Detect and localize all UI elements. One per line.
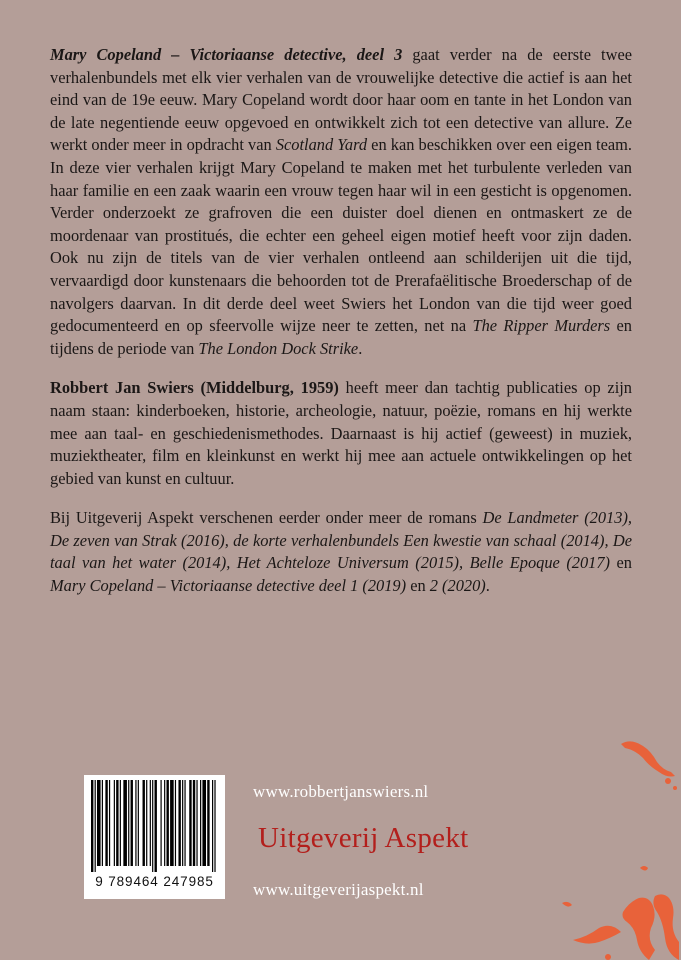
blurb-text: . — [358, 338, 363, 358]
publisher-name: Uitgeverij Aspekt — [258, 822, 469, 854]
blurb-text: gaat verder na de eerste twee verhalenbundels met elk vier verhalen van de vrouwelijke detective die actief is aan het eind van de 19e eeuw. Mary Copeland wordt door haar oom en tante in het London van de late negentiende eeuw opgevoed en ontwikkelt zich tot een detective van allure. Ze werkt onder meer in opdracht van — [50, 45, 633, 155]
barcode-bar — [214, 780, 215, 872]
barcode-bar — [123, 780, 127, 866]
splatter-blob — [573, 926, 621, 944]
works-text: en — [610, 553, 632, 573]
isbn-barcode — [84, 775, 225, 899]
splatter-dot — [605, 954, 611, 960]
splatter-dot — [665, 778, 671, 784]
barcode-bar — [131, 780, 133, 866]
blurb-text: en tijdens de periode van — [50, 316, 632, 358]
barcode-bar — [143, 780, 145, 866]
book-title: Mary Copeland – Victoriaanse detective, deel 3 — [50, 45, 403, 64]
barcode-bar — [155, 780, 157, 872]
barcode-bar — [116, 780, 118, 866]
splatter-blob — [562, 902, 572, 907]
ripper-murders-text: The Ripper Murders — [472, 316, 611, 336]
barcode-bars — [90, 780, 219, 872]
scotland-yard-text: Scotland Yard — [275, 135, 368, 155]
barcode-bar — [200, 780, 201, 866]
barcode-bar — [105, 780, 107, 866]
barcode-bar — [189, 780, 191, 866]
splatter-blob — [621, 741, 675, 776]
barcode-bar — [91, 780, 93, 872]
barcode-bar — [114, 780, 115, 866]
author-bio — [50, 377, 632, 490]
barcode-bar — [138, 780, 139, 866]
barcode-bar — [120, 780, 121, 866]
barcode-bar — [146, 780, 147, 866]
splatter-blob — [653, 894, 679, 960]
barcode-bar — [164, 780, 165, 866]
barcode-bar — [97, 780, 101, 866]
author-name: Robbert Jan Swiers (Middelburg, 1959) — [50, 378, 339, 398]
author-website: www.robbertjanswiers.nl — [253, 782, 429, 801]
blurb-text: en kan beschikken over een eigen team. In deze vier verhalen krijgt Mary Copeland te maken met het turbulente verleden van haar familie en een zaak waarin een vrouw tegen haar wil in een gesticht is opgenomen. Verder onderzoekt ze grafroven die een duister doel dienen en ontmaskert ze de moordenaar van prostitués, die echter een geheel eigen motief heeft voor zijn daden. Ook nu zijn de titels van de vier verhalen ontleend aan schilderijen uit die tijd, vervaardigd door kunstenaars die behoorden tot de Prerafaëlitische Broederschap of de navolgers daarvan. In dit derde deel weet Swiers het London van die tijd weer goed gedocumenteerd en op sfeervolle wijze neer te zetten, net na — [50, 135, 633, 336]
barcode-bar — [128, 780, 129, 866]
works-titles: De Landmeter (2013), De zeven van Strak (2016), de korte verhalenbundels Een kwestie van schaal (2014), De taal van het water (2014), Het Achteloze Universum (2015), Belle Epoque (2017) — [50, 508, 633, 573]
barcode-bar — [152, 780, 153, 872]
barcode-bar — [150, 780, 151, 866]
barcode-bar — [212, 780, 213, 872]
barcode-bar — [202, 780, 206, 866]
barcode-bar — [170, 780, 174, 866]
dock-strike-text: The London Dock Strike — [198, 338, 359, 358]
works-deel-2: 2 (2020) — [429, 576, 486, 596]
works-text: Bij Uitgeverij Aspekt verschenen eerder onder meer de romans — [50, 508, 483, 528]
publisher-website: www.uitgeverijaspekt.nl — [253, 880, 424, 899]
blurb-paragraph-1 — [50, 44, 632, 360]
splatter-blob — [640, 866, 648, 871]
barcode-bar — [193, 780, 195, 866]
splatter-dot — [673, 786, 677, 790]
barcode-bar — [184, 780, 185, 866]
isbn-number: 9 789464 247985 — [95, 874, 214, 889]
splatter-dot — [646, 952, 651, 957]
barcode-bar — [178, 780, 180, 866]
splatter-blob — [623, 898, 656, 960]
works-mary-copeland: Mary Copeland – Victoriaanse detective deel 1 (2019) — [50, 576, 407, 596]
previous-works — [50, 507, 632, 597]
barcode-bar — [196, 780, 197, 866]
barcode-bar — [102, 780, 103, 866]
barcode-bar — [166, 780, 168, 866]
blurb — [50, 44, 632, 615]
works-text: en — [406, 576, 430, 596]
barcode-bar — [175, 780, 176, 866]
barcode-bar — [207, 780, 209, 866]
barcode-bar — [135, 780, 136, 866]
bio-text: heeft meer dan tachtig publicaties op zijn naam staan: kinderboeken, historie, archeologie, natuur, poëzie, romans en hij werkte mee aan taal- en geschiedenismethodes. Daarnaast is hij actief (geweest) in muziek, muziektheater, film en kleinkunst en werkt hij mee aan actuele ontwikkelingen op het gebied van kunst en cultuur. — [50, 378, 632, 488]
barcode-bar — [160, 780, 161, 866]
works-text: . — [485, 576, 490, 596]
barcode-bar — [182, 780, 183, 866]
barcode-bar — [109, 780, 110, 866]
barcode-bar — [95, 780, 96, 872]
